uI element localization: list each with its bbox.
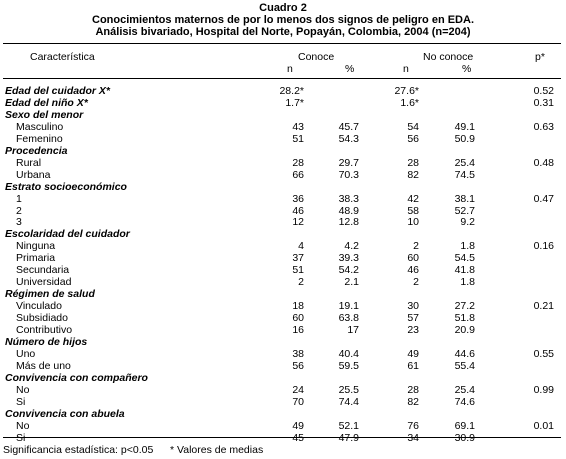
cell-n-no-conoce: 49: [407, 347, 419, 360]
row-label: No: [16, 419, 30, 432]
header-pct-no-conoce: %: [462, 63, 472, 75]
cell-pct-conoce: 17: [347, 324, 359, 336]
row-label: Femenino: [16, 132, 63, 145]
cell-n-no-conoce: 28: [407, 156, 419, 169]
cell-n-conoce: 66: [292, 168, 304, 181]
cell-n-conoce: 12: [292, 216, 304, 229]
cell-n-conoce: 37: [292, 252, 304, 265]
row-label: 2: [16, 204, 22, 217]
cell-n-no-conoce: 58: [407, 204, 419, 217]
row-label: Rural: [16, 156, 42, 169]
cell-n-conoce: 18: [292, 300, 304, 313]
cell-p-value: 0.63: [533, 120, 554, 133]
cell-pct-no-conoce: 54.5: [454, 252, 475, 265]
row-label: 3: [16, 216, 22, 229]
footnote-significance: Significancia estadística: p<0.05: [3, 444, 154, 456]
section-heading: Número de hijos: [5, 335, 88, 348]
cell-n-no-conoce: 23: [407, 324, 419, 336]
cell-pct-no-conoce: 1.8: [460, 240, 475, 253]
cell-p-value: 0.31: [533, 97, 554, 109]
cell-pct-no-conoce: 25.4: [454, 383, 475, 396]
cell-pct-conoce: 70.3: [338, 168, 359, 181]
cell-n-conoce: 46: [292, 204, 304, 217]
section-heading: Régimen de salud: [5, 288, 95, 301]
table-header-rule: [3, 78, 561, 79]
cell-n-conoce: 49: [292, 419, 304, 432]
cell-n-no-conoce: 76: [407, 419, 419, 432]
cell-n-no-conoce: 27.6*: [394, 85, 419, 97]
cell-p-value: 0.55: [533, 347, 554, 360]
cell-pct-no-conoce: 9.2: [460, 216, 475, 229]
cell-pct-no-conoce: 41.8: [454, 264, 475, 277]
cell-n-conoce: 4: [298, 240, 304, 253]
cell-n-conoce: 28.2*: [279, 85, 304, 97]
cell-pct-conoce: 40.4: [338, 347, 359, 360]
header-no-conoce: No conoce: [423, 51, 474, 63]
cell-pct-no-conoce: 49.1: [454, 120, 475, 133]
row-label: Primaria: [16, 252, 56, 265]
cell-n-no-conoce: 60: [407, 252, 419, 265]
cell-p-value: 0.16: [533, 240, 554, 253]
cell-n-conoce: 56: [292, 359, 304, 372]
section-heading: Procedencia: [5, 144, 68, 157]
cell-pct-conoce: 4.2: [344, 240, 359, 253]
cell-n-no-conoce: 28: [407, 383, 419, 396]
cell-pct-no-conoce: 74.5: [454, 168, 475, 181]
cell-n-no-conoce: 82: [407, 168, 419, 181]
row-label: Vinculado: [16, 300, 62, 313]
cell-pct-conoce: 38.3: [338, 192, 359, 205]
cell-pct-conoce: 2.1: [344, 276, 359, 289]
row-label: Si: [16, 431, 26, 444]
row-label: Si: [16, 395, 26, 408]
cell-pct-no-conoce: 30.9: [454, 431, 475, 444]
cell-pct-conoce: 52.1: [338, 419, 359, 432]
table-bottom-rule: [3, 437, 561, 438]
header-p: p*: [535, 51, 545, 63]
cell-n-no-conoce: 56: [407, 132, 419, 145]
cell-pct-conoce: 39.3: [338, 252, 359, 265]
cell-n-conoce: 2: [298, 276, 304, 289]
row-label: Secundaria: [16, 264, 70, 277]
cell-pct-conoce: 47.9: [338, 431, 359, 444]
cell-n-no-conoce: 54: [407, 120, 419, 133]
row-label: Subsidiado: [16, 312, 68, 324]
cell-n-no-conoce: 61: [407, 359, 419, 372]
row-label: Ninguna: [16, 240, 56, 253]
cell-n-conoce: 60: [292, 312, 304, 324]
cell-p-value: 0.99: [533, 383, 554, 396]
cell-pct-conoce: 12.8: [338, 216, 359, 229]
cell-n-conoce: 36: [292, 192, 304, 205]
cell-pct-conoce: 54.2: [338, 264, 359, 277]
cell-pct-no-conoce: 50.9: [454, 132, 475, 145]
cell-n-conoce: 51: [292, 264, 304, 277]
cell-n-conoce: 38: [292, 347, 304, 360]
cell-n-no-conoce: 42: [407, 192, 419, 205]
header-n-no-conoce: n: [403, 63, 409, 75]
cell-pct-no-conoce: 74.6: [454, 395, 475, 408]
cell-p-value: 0.48: [533, 156, 554, 169]
row-label: 1: [16, 192, 22, 205]
cell-n-no-conoce: 57: [407, 312, 419, 324]
cell-pct-no-conoce: 20.9: [454, 324, 475, 336]
cell-pct-no-conoce: 55.4: [454, 359, 475, 372]
row-label: Contributivo: [16, 324, 73, 336]
cell-pct-no-conoce: 27.2: [454, 300, 475, 313]
section-heading: Convivencia con abuela: [5, 407, 125, 420]
header-pct-conoce: %: [345, 63, 355, 75]
mean-row-label: Edad del niño X*: [5, 97, 88, 109]
cell-n-no-conoce: 1.6*: [400, 97, 419, 109]
row-label: Universidad: [16, 276, 72, 289]
row-label: No: [16, 383, 30, 396]
cell-n-no-conoce: 34: [407, 431, 419, 444]
table-caption-title: Conocimientos maternos de por lo menos dos signos de peligro en EDA.: [92, 14, 474, 26]
cell-n-conoce: 16: [292, 324, 304, 336]
cell-pct-conoce: 45.7: [338, 120, 359, 133]
row-label: Más de uno: [16, 359, 71, 372]
cell-p-value: 0.01: [533, 419, 554, 432]
table-top-rule: [3, 43, 561, 44]
header-n-conoce: n: [287, 63, 293, 75]
cell-pct-no-conoce: 1.8: [460, 276, 475, 289]
cell-n-conoce: 51: [292, 132, 304, 145]
cell-pct-conoce: 63.8: [338, 312, 359, 324]
cell-n-no-conoce: 10: [407, 216, 419, 229]
cell-n-conoce: 28: [292, 156, 304, 169]
row-label: Uno: [16, 347, 36, 360]
table-caption-number: Cuadro 2: [259, 2, 307, 14]
cell-pct-no-conoce: 44.6: [454, 347, 475, 360]
cell-p-value: 0.21: [533, 300, 554, 313]
cell-n-conoce: 1.7*: [285, 97, 304, 109]
cell-p-value: 0.47: [533, 192, 554, 205]
cell-pct-conoce: 19.1: [338, 300, 359, 313]
cell-n-conoce: 70: [292, 395, 304, 408]
cell-n-conoce: 24: [292, 383, 304, 396]
cell-pct-conoce: 29.7: [338, 156, 359, 169]
table-caption-subtitle: Análisis bivariado, Hospital del Norte, Popayán, Colombia, 2004 (n=204): [95, 26, 471, 38]
row-label: Masculino: [16, 120, 64, 133]
cell-pct-no-conoce: 38.1: [454, 192, 475, 205]
section-heading: Sexo del menor: [5, 108, 84, 121]
cell-n-no-conoce: 2: [413, 276, 419, 289]
cell-n-conoce: 45: [292, 431, 304, 444]
cell-pct-conoce: 48.9: [338, 204, 359, 217]
header-conoce: Conoce: [298, 51, 335, 63]
cell-p-value: 0.52: [533, 85, 554, 97]
row-label: Urbana: [16, 168, 51, 181]
cell-n-conoce: 43: [292, 120, 304, 133]
cell-pct-conoce: 59.5: [338, 359, 359, 372]
cell-pct-conoce: 74.4: [338, 395, 359, 408]
cell-pct-conoce: 25.5: [338, 383, 359, 396]
cell-pct-no-conoce: 25.4: [454, 156, 475, 169]
cell-n-no-conoce: 82: [407, 395, 419, 408]
cell-n-no-conoce: 30: [407, 300, 419, 313]
section-heading: Convivencia con compañero: [5, 371, 148, 384]
footnote-means: * Valores de medias: [170, 444, 264, 456]
section-heading: Escolaridad del cuidador: [5, 228, 130, 241]
cell-pct-no-conoce: 51.8: [454, 312, 475, 324]
cell-pct-no-conoce: 69.1: [454, 419, 475, 432]
cell-pct-conoce: 54.3: [338, 132, 359, 145]
section-heading: Estrato socioeconómico: [5, 180, 127, 193]
cell-n-no-conoce: 46: [407, 264, 419, 277]
cell-n-no-conoce: 2: [413, 240, 419, 253]
cell-pct-no-conoce: 52.7: [454, 204, 475, 217]
header-caracteristica: Característica: [30, 51, 95, 63]
mean-row-label: Edad del cuidador X*: [5, 85, 111, 97]
